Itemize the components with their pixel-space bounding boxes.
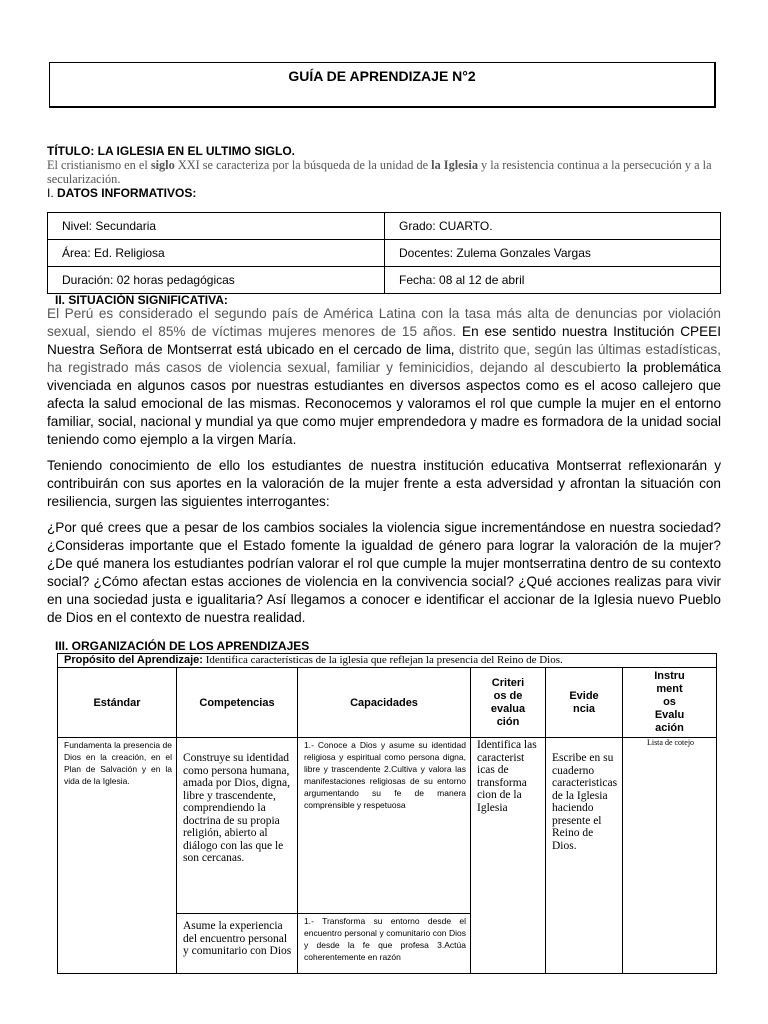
situacion-heading: II. SITUACIÓN SIGNIFICATIVA: xyxy=(55,293,228,307)
table-row xyxy=(48,267,721,294)
header-competencias: Competencias xyxy=(177,668,298,738)
table-row xyxy=(58,738,717,914)
info-grado: Grado: CUARTO. xyxy=(385,213,721,240)
capacidades-2: 1.- Transforma su entorno desde el encuentro personal y comunitario con Dios y desde la fe que profesa 3.Actúa coherentemente en razón xyxy=(298,914,471,974)
header-estandar: Estándar xyxy=(58,668,177,738)
instrumento-cell: Lista de cotejo xyxy=(623,738,717,974)
header-evidencia: Evide ncia xyxy=(546,668,623,738)
criterio-cell: Identifica las caracterist icas de transforma cion de la Iglesia xyxy=(471,738,546,974)
competencia-2: Asume la experiencia del encuentro personal y comunitario con Dios xyxy=(177,914,298,974)
evidencia-cell: Escribe en su cuaderno caracteristicas de la Iglesia haciendo presente el Reino de Dios. xyxy=(546,738,623,974)
info-fecha: Fecha: 08 al 12 de abril xyxy=(385,267,721,294)
table-row xyxy=(58,668,717,738)
table-row xyxy=(48,240,721,267)
organizacion-table xyxy=(57,653,717,974)
header-criterios: Criteri os de evalua ción xyxy=(471,668,546,738)
datos-heading: I. DATOS INFORMATIVOS: xyxy=(47,186,197,200)
info-duracion: Duración: 02 horas pedagógicas xyxy=(48,267,385,294)
title-box xyxy=(49,62,716,108)
header-capacidades: Capacidades xyxy=(298,668,471,738)
estandar-cell: Fundamenta la presencia de Dios en la creación, en el Plan de Salvación y en la vida de la Iglesia. xyxy=(58,738,177,974)
table-row xyxy=(48,213,721,240)
table-row xyxy=(58,654,717,668)
info-nivel: Nivel: Secundaria xyxy=(48,213,385,240)
organizacion-heading: III. ORGANIZACIÓN DE LOS APRENDIZAJES xyxy=(55,639,310,653)
proposito-cell: Propósito del Aprendizaje: Identifica características de la iglesia que reflejan la presencia del Reino de Dios. xyxy=(58,654,717,668)
titulo-description: El cristianismo en el siglo XXI se caracteriza por la búsqueda de la unidad de la Iglesia y la resistencia continua a la persecución y a la secularización. xyxy=(47,158,712,186)
titulo-heading: TÍTULO: LA IGLESIA EN EL ULTIMO SIGLO. xyxy=(47,144,295,158)
competencia-1: Construye su identidad como persona humana, amada por Dios, digna, libre y trascendente, comprendiendo la doctrina de su propia religión, abierto al diálogo con las que le son cercanas. xyxy=(177,738,298,914)
info-table xyxy=(47,212,721,294)
info-area: Área: Ed. Religiosa xyxy=(48,240,385,267)
capacidades-1: 1.- Conoce a Dios y asume su identidad religiosa y espiritual como persona digna, libre y trascendente 2.Cultiva y valora las manifestaciones religiosas de su entorno argumentando su fe de manera comprensible y respetuosa xyxy=(298,738,471,914)
situacion-paragraph-2: Teniendo conocimiento de ello los estudiantes de nuestra institución educativa Montserrat reflexionarán y contribuirán con sus aportes en la valoración de la mujer frente a esta adversidad y afrontan la situación con resiliencia, surgen las siguientes interrogantes: xyxy=(47,458,721,509)
situacion-paragraph-1: El Perú es considerado el segundo país de América Latina con la tasa más alta de denuncias por violación sexual, siendo el 85% de víctimas mujeres menores de 15 años. En ese sentido nuestra Institución CPEEI Nuestra Señora de Montserrat está ubicado en el cercado de lima, distrito que, según las últimas estadísticas, ha registrado más casos de violencia sexual, familiar y feminicidios, dejando al descubierto la problemática vivenciada en algunos casos por nuestras estudiantes en diversos aspectos como es el acoso callejero que afecta la salud emocional de las mismas. Reconocemos y valoramos el rol que cumple la mujer en el entorno familiar, social, nacional y mundial ya que como mujer emprendedora y madre es formadora de la unidad social teniendo como ejemplo a la virgen María. xyxy=(47,306,721,447)
info-docentes: Docentes: Zulema Gonzales Vargas xyxy=(385,240,721,267)
header-instrumentos: Instru ment os Evalu ación xyxy=(623,668,717,738)
guide-title: GUÍA DE APRENDIZAJE N°2 xyxy=(288,68,476,84)
situacion-paragraph-3: ¿Por qué crees que a pesar de los cambios sociales la violencia sigue incrementándose en nuestra sociedad? ¿Consideras importante que el Estado fomente la igualdad de género para lograr la valoración de la mujer? ¿De qué manera los estudiantes podrían valorar el rol que cumple la mujer montserratina dentro de su contexto social? ¿Cómo afectan estas acciones de violencia en la convivencia social? ¿Qué acciones realizas para vivir en una sociedad justa e igualitaria? Así llegamos a conocer e identificar el accionar de la Iglesia nuevo Pueblo de Dios en el contexto de nuestra realidad. xyxy=(47,520,721,625)
